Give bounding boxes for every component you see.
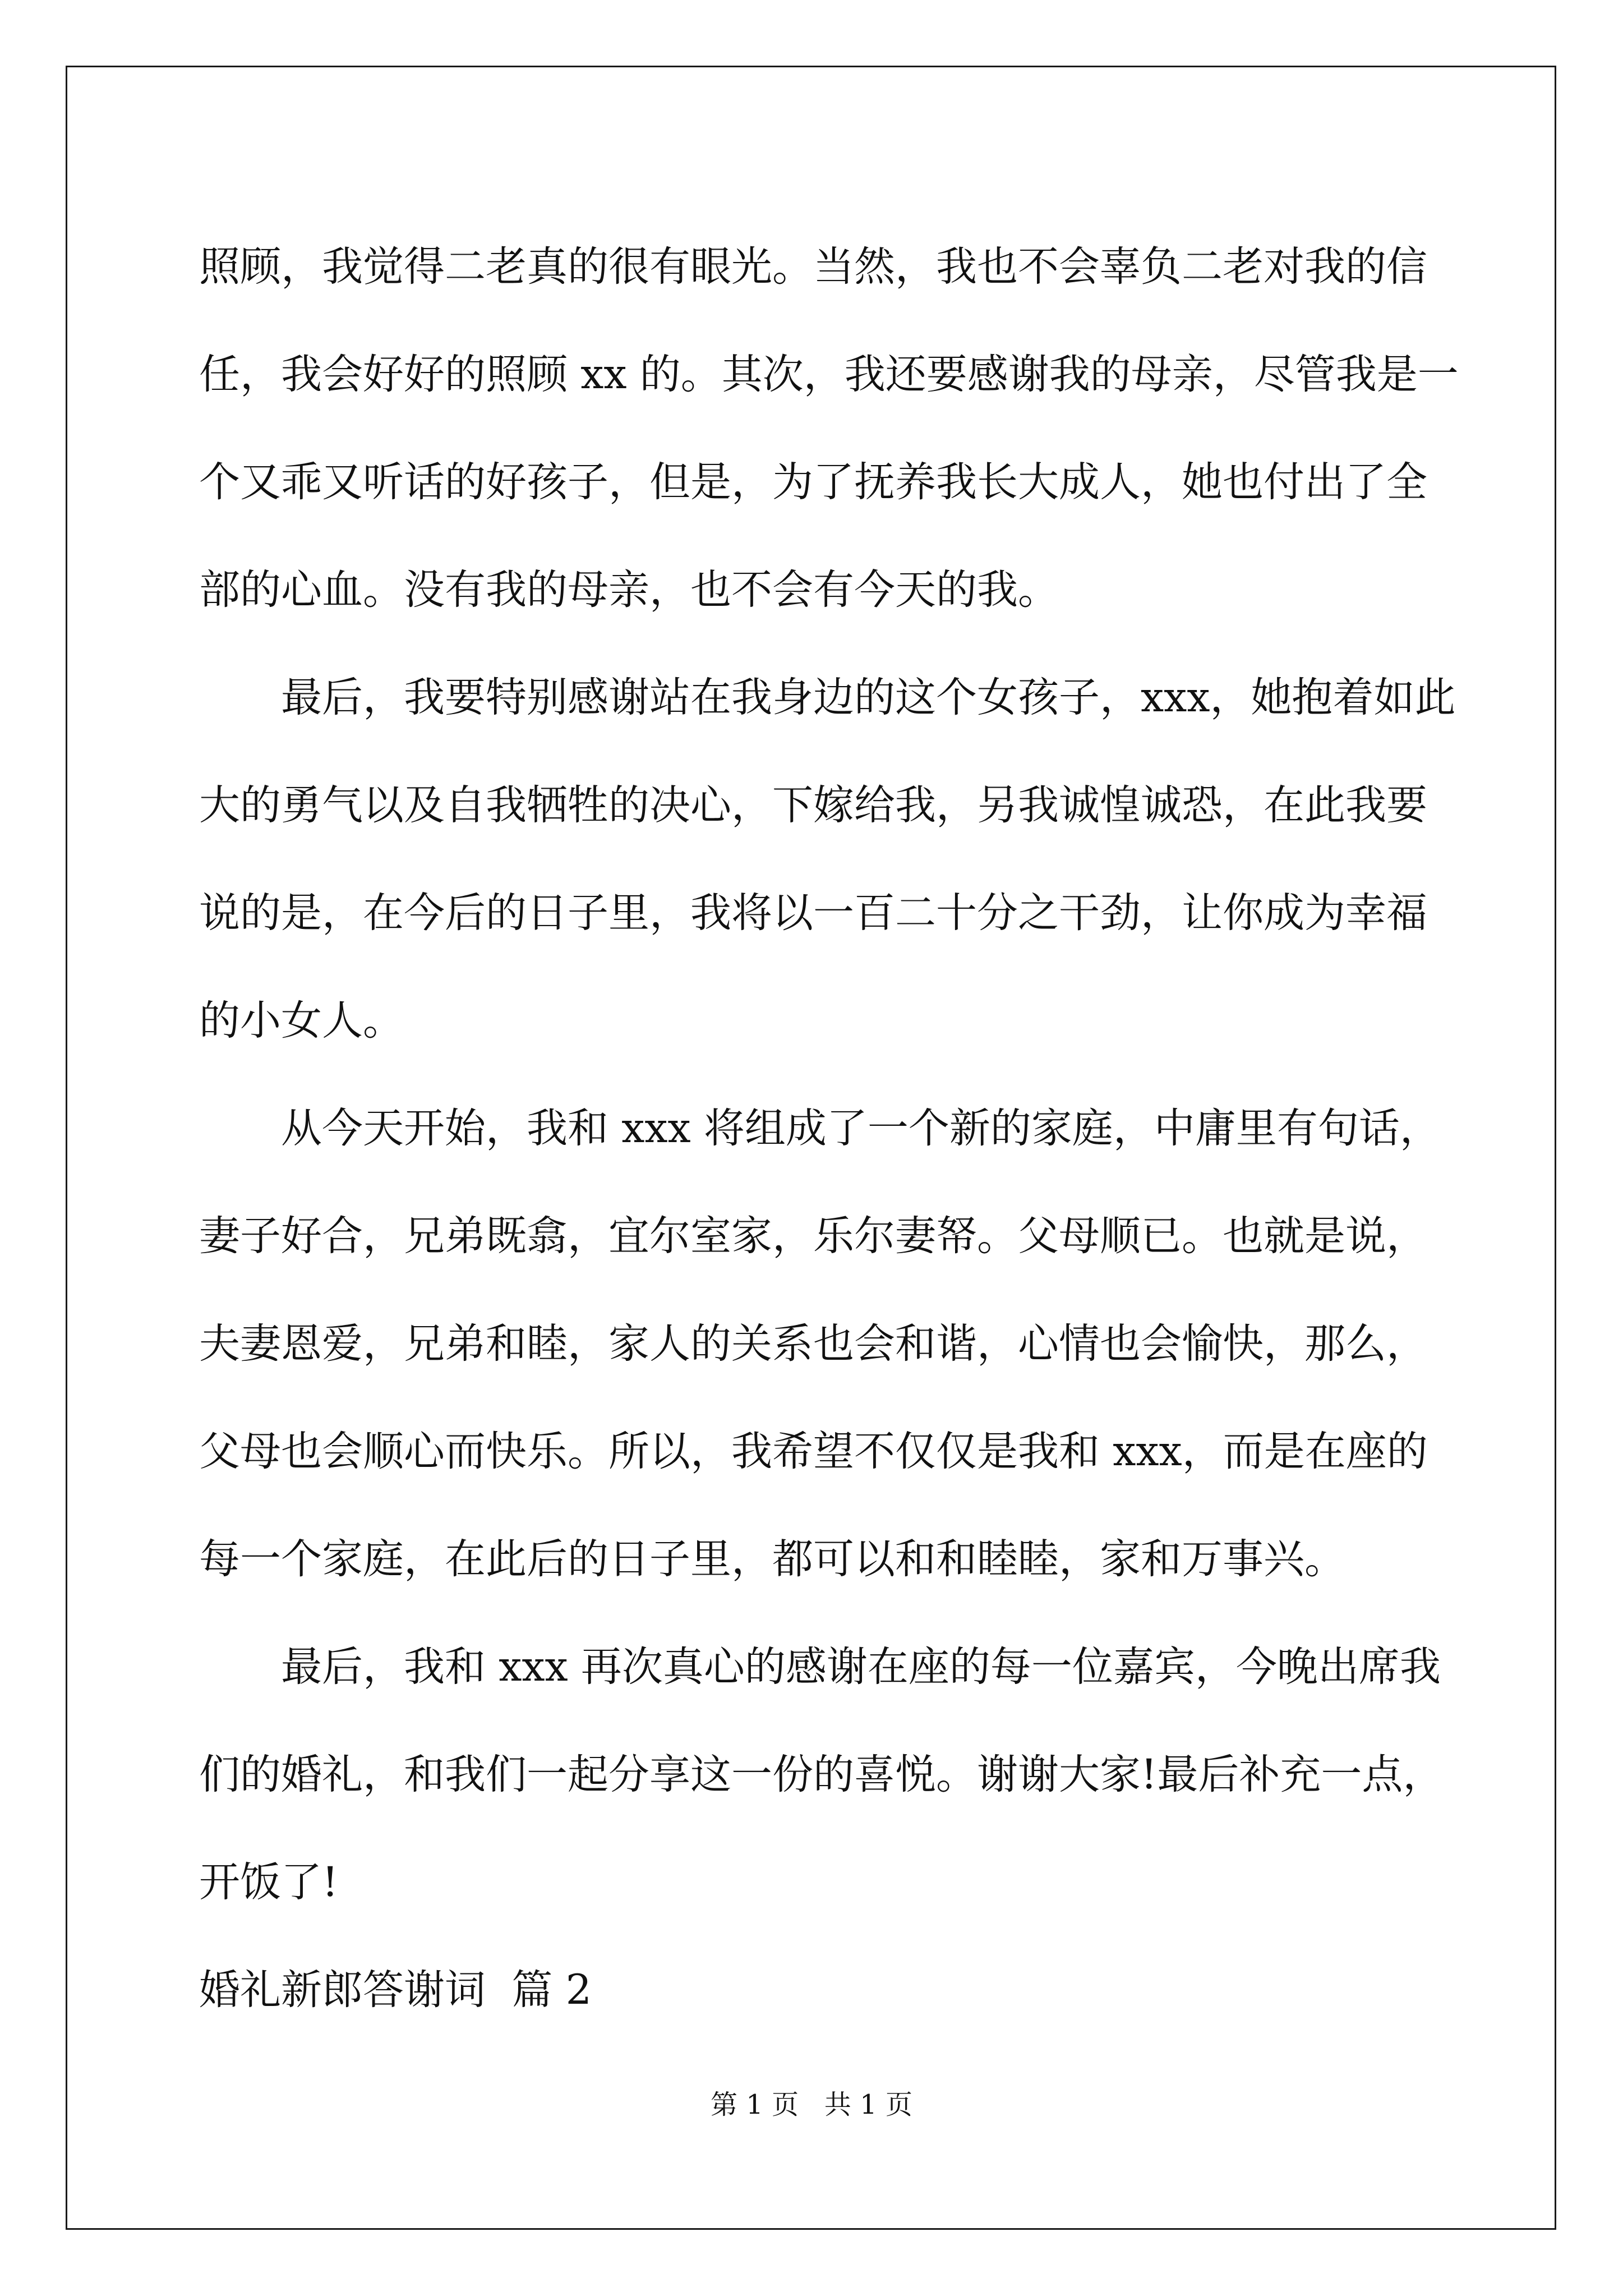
text-line: 最后，我和 xxx 再次真心的感谢在座的每一位嘉宾，今晚出席我: [281, 1643, 1441, 1691]
paragraph-4: [199, 1613, 1450, 1936]
page-footer: [0, 2088, 1623, 2122]
text-line: 妻子好合，兄弟既翕，宜尔室家，乐尔妻帑。父母顺已。也就是说，: [199, 1212, 1427, 1260]
text-line: 开饭了!: [199, 1858, 339, 1906]
text-line: 大的勇气以及自我牺牲的决心，下嫁给我，另我诚惶诚恐，在此我要: [199, 781, 1427, 829]
text-line: 照顾，我觉得二老真的很有眼光。当然，我也不会辜负二老对我的信: [199, 243, 1427, 291]
text-line: 个又乖又听话的好孩子，但是，为了抚养我长大成人，她也付出了全: [199, 458, 1427, 506]
text-line: 父母也会顺心而快乐。所以，我希望不仅仅是我和 xxx，而是在座的: [199, 1428, 1428, 1475]
text-line: 从今天开始，我和 xxx 将组成了一个新的家庭，中庸里有句话，: [281, 1105, 1441, 1152]
text-line: 每一个家庭，在此后的日子里，都可以和和睦睦，家和万事兴。: [199, 1535, 1345, 1583]
text-line: 的小女人。: [199, 997, 404, 1045]
document-body: [199, 213, 1459, 2044]
page-number: 第 1 页: [711, 2089, 799, 2120]
paragraph-1: [199, 213, 1459, 644]
paragraph-2: [199, 644, 1456, 1075]
text-line: 说的是，在今后的日子里，我将以一百二十分之干劲，让你成为幸福: [199, 889, 1427, 937]
section-heading: 婚礼新郎答谢词 篇 2: [199, 1966, 592, 2014]
text-line: 最后，我要特别感谢站在我身边的这个女孩子，xxx，她抱着如此: [281, 674, 1456, 721]
page-total: 共 1 页: [824, 2089, 912, 2120]
text-line: 们的婚礼，和我们一起分享这一份的喜悦。谢谢大家!最后补充一点，: [199, 1751, 1444, 1798]
paragraph-3: [199, 1075, 1450, 1613]
text-line: 部的心血。没有我的母亲，也不会有今天的我。: [199, 566, 1059, 614]
text-line: 任，我会好好的照顾 xx 的。其次，我还要感谢我的母亲，尽管我是一: [199, 351, 1459, 398]
text-line: 夫妻恩爱，兄弟和睦，家人的关系也会和谐，心情也会愉快，那么，: [199, 1320, 1427, 1368]
